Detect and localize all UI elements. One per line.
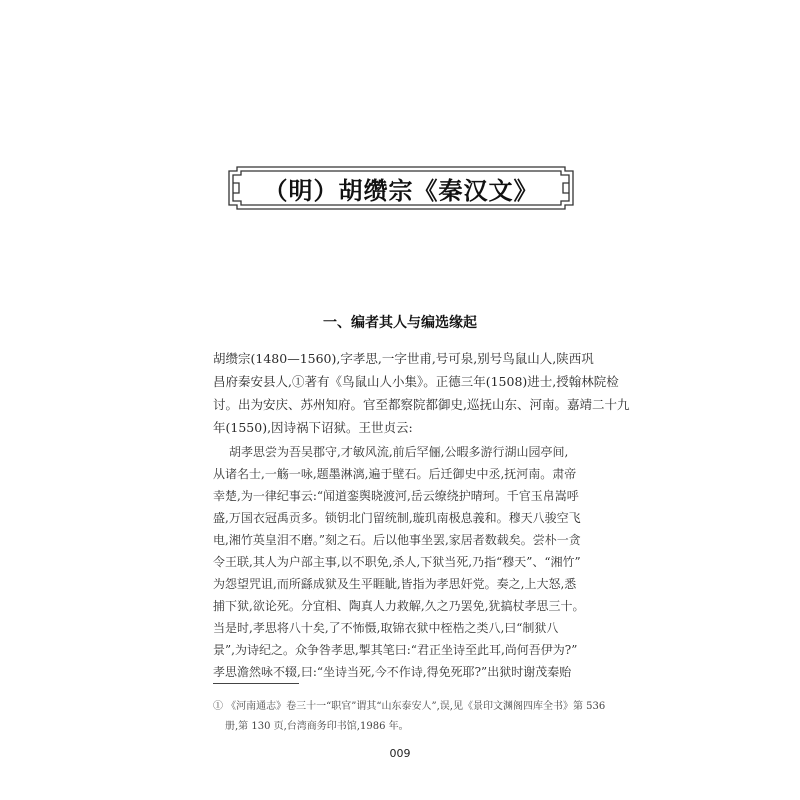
quote-line: 令王联,其人为户部主事,以不职免,杀人,下狱当死,乃指“穆天”、“湘竹” — [213, 555, 581, 569]
page-number: 009 — [389, 747, 411, 760]
footnote-divider — [213, 683, 299, 684]
footnote-line: ① 《河南通志》卷三十一“职官”谓其“山东泰安人”,误,见《景印文渊阁四库全书》第 536 — [213, 701, 606, 712]
quote-line: 盛,万国衣冠禹贡多。锁钥北门留统制,璇玑南极息義和。穆天八骏空飞 — [213, 511, 581, 525]
quote-line: 幸楚,为一律纪事云:“闻道銮舆晓渡河,岳云缭绕护晴珂。千官玉帛嵩呼 — [213, 489, 579, 503]
quote-line: 从诸名士,一觞一咏,题墨淋漓,遍于壁石。后迁御史中丞,抚河南。肃帝 — [213, 467, 577, 481]
quote-line: 为怨望咒诅,而所繇成狱及生平睚眦,皆指为孝思奸党。奏之,上大怒,悉 — [213, 577, 577, 591]
body-line: 年(1550),因诗祸下诏狱。王世贞云: — [213, 420, 413, 435]
quote-line: 胡孝思尝为吾吴郡守,才敏风流,前后罕俪,公暇多游行湖山园亭间, — [229, 445, 569, 459]
title-banner — [227, 165, 575, 211]
page-title: （明）胡缵宗《秦汉文》 — [263, 176, 539, 205]
quote-line: 孝思澹然咏不辍,曰:“坐诗当死,今不作诗,得免死耶?”出狱时谢茂秦贻 — [213, 665, 572, 679]
section-heading: 一、编者其人与编选缘起 — [323, 315, 477, 331]
quote-line: 电,湘竹英皇泪不磨。”刻之石。后以他事坐罢,家居者数载矣。尝朴一贪 — [213, 533, 581, 547]
body-line: 胡缵宗(1480—1560),字孝思,一字世甫,号可泉,别号鸟鼠山人,陕西巩 — [213, 351, 594, 366]
quote-line: 景”,为诗纪之。众争咎孝思,掣其笔曰:“君正坐诗至此耳,尚何吾伊为?” — [213, 643, 578, 657]
footnote-line: 册,第 130 页,台湾商务印书馆,1986 年。 — [225, 721, 409, 732]
quote-line: 捕下狱,欲论死。分宜相、陶真人力救解,久之乃罢免,犹搞杖孝思三十。 — [213, 599, 585, 613]
body-line: 讨。出为安庆、苏州知府。官至都察院都御史,巡抚山东、河南。嘉靖二十九 — [213, 397, 630, 412]
quote-line: 当是时,孝思将八十矣,了不怖慑,取锦衣狱中桎梏之类八,曰“制狱八 — [213, 621, 559, 635]
body-line: 昌府秦安县人,①著有《鸟鼠山人小集》。正德三年(1508)进士,授翰林院检 — [213, 374, 619, 389]
